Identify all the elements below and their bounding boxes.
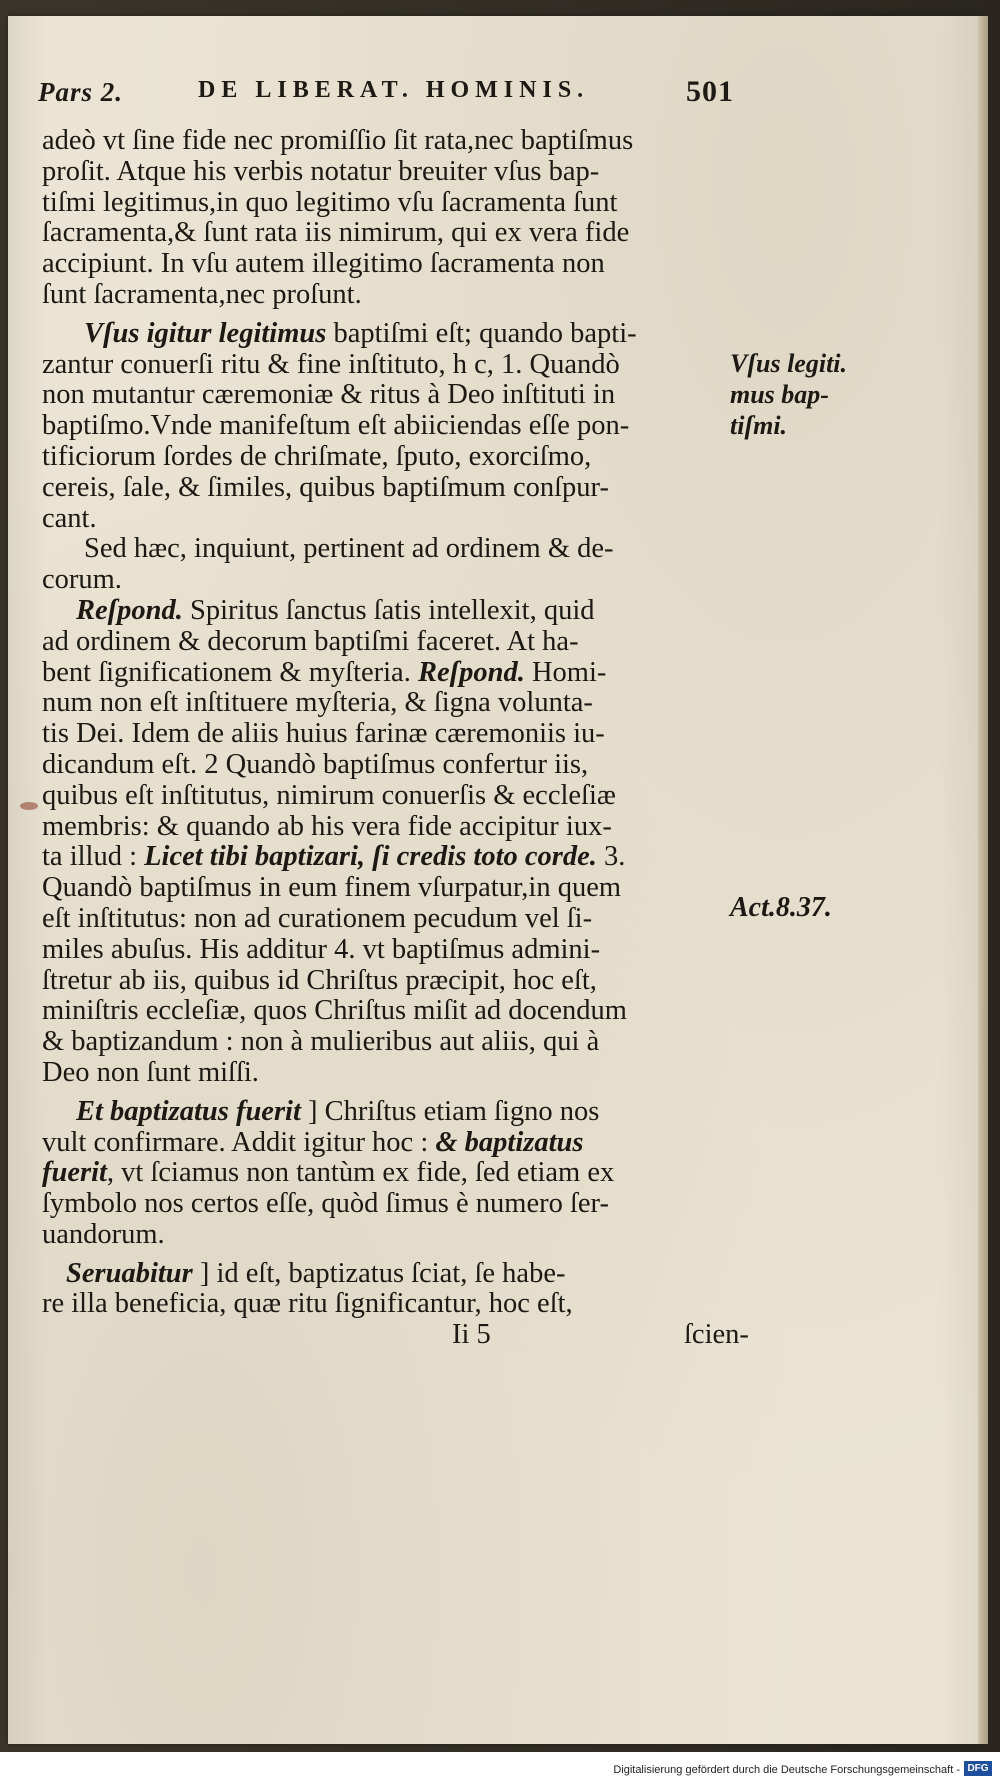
text-line: quibus eſt inſtitutus, nimirum conuerſis & eccleſiæ xyxy=(42,779,616,811)
italic-lead: Seruabitur xyxy=(66,1257,193,1289)
text-line: adeò vt ſine fide nec promiſſio ſit rata,nec baptiſmus xyxy=(42,125,634,156)
text-line: Et baptizatus fuerit ] Chriſtus etiam ſigno nos xyxy=(76,1095,600,1127)
text-line: tiſmi legitimus,in quo legitimo vſu ſacramenta ſunt xyxy=(42,186,618,218)
text-line: eſt inſtitutus: non ad curationem pecudum vel ſi- xyxy=(42,902,593,934)
text-line: baptiſmo.Vnde manifeſtum eſt abiiciendas eſſe pon- xyxy=(42,410,630,442)
text-line: zantur conuerſi ritu & fine inſtituto, h c, 1. Quandò xyxy=(42,348,620,380)
signature-line xyxy=(42,1319,749,1351)
text-line: fuerit, vt ſciamus non tantùm ex fide, ſed etiam ex xyxy=(42,1157,615,1189)
text-line: Reſpond. Spiritus ſanctus ſatis intellexit, quid xyxy=(76,594,595,626)
page-edge xyxy=(978,16,988,1744)
text-line: cant. xyxy=(42,502,97,534)
text-line: dicandum eſt. 2 Quandò baptiſmus confertur iis, xyxy=(42,748,589,780)
text-line: Vſus igitur legitimus baptiſmi eſt; quando bapti- xyxy=(84,317,637,349)
ink-stain xyxy=(20,802,38,810)
text-line: accipiunt. In vſu autem illegitimo ſacramenta non xyxy=(42,248,605,280)
italic-lead: Vſus igitur legitimus xyxy=(84,317,327,349)
text-line: num non eſt inſtituere myſteria, & ſigna volunta- xyxy=(42,687,593,719)
text-line: cereis, ſale, & ſimiles, quibus baptiſmum conſpur- xyxy=(42,471,609,503)
text-line: tis Dei. Idem de aliis huius farinæ cæremoniis iu- xyxy=(42,718,605,750)
text-line: non mutantur cæremoniæ & ritus à Deo inſtituti in xyxy=(42,379,616,411)
text-line: miniſtris eccleſiæ, quos Chriſtus miſit ad docendum xyxy=(42,995,627,1027)
respond-label: Reſpond. xyxy=(417,656,525,688)
text-line: Seruabitur ] id eſt, baptizatus ſciat, ſe habe- xyxy=(66,1257,566,1289)
margin-note-usus: Vſus legiti. mus bap- tiſmi. xyxy=(730,349,848,440)
footer-credit: Digitalisierung gefördert durch die Deutsche Forschungsgemeinschaft - xyxy=(613,1764,960,1776)
text-line: ſtretur ab iis, quibus id Chriſtus præcipit, hoc eſt, xyxy=(42,964,597,996)
catchword: ſcien- xyxy=(684,1319,749,1351)
text-line: uandorum. xyxy=(42,1218,165,1250)
dfg-logo: DFG xyxy=(964,1761,992,1776)
text-line: bent ſignificationem & myſteria. Reſpond. Homi- xyxy=(42,656,607,688)
text-line: ad ordinem & decorum baptiſmi faceret. At ha- xyxy=(42,625,579,657)
text-line: ſacramenta,& ſunt rata iis nimirum, qui ex vera fide xyxy=(42,217,630,249)
text-line: Deo non ſunt miſſi. xyxy=(42,1056,259,1088)
text-line: corum. xyxy=(42,564,122,596)
text-line: Quandò baptiſmus in eum finem vſurpatur,in quem xyxy=(42,872,622,904)
text-line: vult confirmare. Addit igitur hoc : & baptizatus xyxy=(42,1126,584,1158)
text-line: proſit. Atque his verbis notatur breuiter vſus bap- xyxy=(42,155,600,187)
text-line: re illa beneficia, quæ ritu ſignificantur, hoc eſt, xyxy=(42,1288,573,1320)
text-line: ſunt ſacramenta,nec proſunt. xyxy=(42,278,362,310)
page-number: 501 xyxy=(686,75,734,108)
respond-label: Reſpond. xyxy=(76,594,183,626)
main-text xyxy=(42,125,749,1351)
scripture-quote: Licet tibi baptizari, ſi credis toto corde. xyxy=(144,841,597,873)
signature-mark: Ii 5 xyxy=(452,1319,491,1351)
italic-lead: Et baptizatus fuerit xyxy=(76,1095,301,1127)
text-line: ta illud : Licet tibi baptizari, ſi credis toto corde. 3. xyxy=(42,841,626,873)
margin-note-acts: Act.8.37. xyxy=(730,892,832,923)
text-line: ſymbolo nos certos eſſe, quòd ſimus è numero ſer- xyxy=(42,1188,609,1220)
text-line: Sed hæc, inquiunt, pertinent ad ordinem & de- xyxy=(84,533,614,565)
running-header xyxy=(38,75,738,115)
text-line: tificiorum ſordes de chriſmate, ſputo, exorciſmo, xyxy=(42,440,592,472)
text-line: membris: & quando ab his vera fide accipitur iux- xyxy=(42,810,612,842)
running-title: DE LIBERAT. HOMINIS. xyxy=(198,77,590,103)
text-line: miles abuſus. His additur 4. vt baptiſmus admini- xyxy=(42,933,601,965)
text-line: & baptizandum : non à mulieribus aut aliis, qui à xyxy=(42,1026,600,1058)
part-label: Pars 2. xyxy=(38,77,124,107)
